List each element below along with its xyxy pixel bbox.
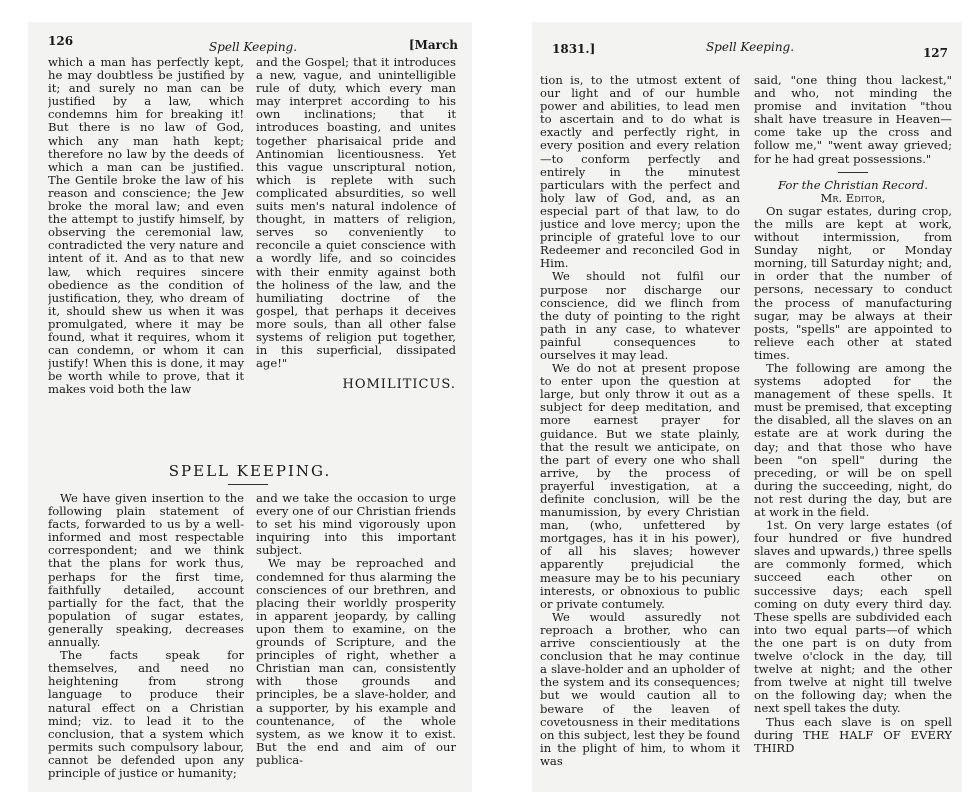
paragraph: On sugar estates, during crop, the mills are kept at work, without intermission, from Sunday night, or Monday morning, till Saturday night; and, in order that the number of persons, necessary to conduct the process of manufacturing sugar, may be always at their posts, "spells" are appointed to relieve each other at stated times. bbox=[754, 203, 952, 362]
paragraph: Thus each slave is on spell during THE HALF OF EVERY THIRD bbox=[754, 714, 952, 755]
running-title: Spell Keeping. bbox=[208, 40, 298, 54]
paragraph: We should not fulfil our purpose nor discharge our conscience, did we flinch from the duty of pointing to the right path in any case, to whatever painful consequences to ourselves it may lead. bbox=[540, 269, 740, 362]
left-page bbox=[28, 22, 472, 792]
left-column-1-lower bbox=[48, 492, 244, 784]
paragraph: We do not at present propose to enter upon the question at large, but only throw it out as a subject for deep meditation, and more earnest prayer for guidance. But we state plainly, that the result we anticipate, on the part of every one who shall arrive, by the process of prayerful investigation, at a definite conclusion, will be the manumission, by every Christian man, (who, unfettered by mortgages, has it in his power), of all his slaves; however apparently prejudicial the measure may be to his pecuniary interests, or obnoxious to public or private contumely. bbox=[540, 361, 740, 611]
letter-heading: For the Christian Record. bbox=[778, 177, 928, 192]
left-column-1 bbox=[48, 56, 244, 396]
body-text: and the Gospel; that it introduces a new, vague, and unintelligible rule of duty, which every man may interpret according to his own inclinations; that it introduces boasting, and unites together pharisaical pride and Antinomian licentiousness. Yet this vague unscriptural notion, which is replete with such complicated absurdities, so well suits men's natural indolence of thought, in matters of religion, serves so conveniently to reconcile a quiet conscience with a wordly life, and so coincides with their enmity against both the holiness of the law, and the humiliating doctrine of the gospel, that perhaps it deceives more souls, than all other false systems of religion put together, in this superficial, dissipated age!" bbox=[256, 56, 456, 371]
paragraph: We may be reproached and condemned for thus alarming the consciences of our brethren, and placing their worldly prosperity in apparent jeopardy, by calling upon them to examine, on the grounds of Scripture, and the principles of right, whether a Christian man can, consistently with those grounds and principles, be a slave-holder, and a supporter, by his example and countenance, of the whole system, as we know it to exist. But the end and aim of our publica- bbox=[256, 556, 456, 767]
running-title: Spell Keeping. bbox=[705, 40, 795, 54]
paragraph: The following are among the systems adopted for the management of these spells. It must be premised, that excepting the disabled, all the slaves on an estate are at work during the day; and that those who have been "on spell" during the preceding, or will be on spell during the succeeding, night, do not rest during the day, but are at work in the field. bbox=[754, 360, 952, 519]
left-column-2 bbox=[256, 56, 456, 436]
right-page-header bbox=[552, 34, 948, 60]
right-page bbox=[532, 22, 962, 792]
signature: HOMILITICUS. bbox=[342, 377, 456, 393]
gutter bbox=[472, 0, 532, 803]
paragraph: The facts speak for themselves, and need no heightening from strong language to produce their natural effect on a Christian mind; viz. to lead it to the conclusion, that a system which permits such compulsory labour, cannot be defended upon any principle of justice or humanity; bbox=[48, 648, 244, 780]
paragraph: tion is, to the utmost extent of our light and of our humble power and abilities, to lead men to ascertain and to do what is exactly and perfectly right, in every position and every relation—to conform perfectly and entirely in the minutest particulars with the perfect and holy law of God, and, as an especial part of that law, to do justice and love mercy; upon the principle of grateful love to our Redeemer and reconciled God in Him. bbox=[540, 74, 740, 271]
paragraph: We would assuredly not reproach a brother, who can arrive conscientiously at the conclusion that he may continue a slave-holder and an upholder of the system and its consequences; but we would caution all to beware of the leaven of covetousness in their meditations on this subject, lest they be found in the plight of him, to whom it was bbox=[540, 609, 740, 768]
body-text: which a man has perfectly kept, he may doubtless be justified by it; and surely no man can be justified by a law, which condemns him for breaking it! But there is no law of God, which any man hath kept; therefore no law by the deeds of which a man can be justified. The Gentile broke the law of his reason and conscience; the Jew broke the moral law; and even the attempt to justify himself, by observing the ceremonial law, contradicted the very nature and intent of it. And as to that new law, which requires sincere obedience as the condition of justification, they, who dream of it, should shew us when it was promulgated, where it may be found, what it requires, whom it can condemn, or whom it can justify! When this is done, it may be worth while to prove, that it makes void both the law bbox=[48, 56, 244, 396]
paragraph: 1st. On very large estates (of four hundred or five hundred slaves and upwards,) three spells are commonly formed, which succeed each other on successive days; each spell coming on duty every third day. These spells are subdivided each into two equal parts—of which the one part is on duty from twelve o'clock in the day, till twelve at night; and the other from twelve at night till twelve on the following day; when the next spell takes the duty. bbox=[754, 518, 952, 716]
title-rule bbox=[228, 484, 268, 485]
paragraph: said, "one thing thou lackest," and who, not minding the promise and invitation "thou shalt have treasure in Heaven—come take up the cross and follow me," "went away grieved; for he had great possessions." bbox=[754, 74, 952, 166]
page-date: [March bbox=[408, 38, 458, 52]
right-column-2 bbox=[754, 74, 952, 784]
page-number: 127 bbox=[922, 46, 948, 60]
separator-rule bbox=[838, 172, 868, 173]
left-page-header bbox=[48, 34, 458, 56]
left-column-2-lower bbox=[256, 492, 456, 784]
section-title: SPELL KEEPING. bbox=[168, 462, 332, 480]
page-date: 1831.] bbox=[552, 42, 596, 56]
right-column-1 bbox=[540, 74, 740, 784]
page-number: 126 bbox=[48, 34, 74, 48]
salutation: Mr. Editor, bbox=[820, 190, 886, 205]
paragraph: We have given insertion to the following plain statement of facts, forwarded to us by a well-informed and most respectable correspondent; and we think that the plans for work thus, perhaps for the first time, faithfully detailed, account partially for the fact, that the population of sugar estates, generally speaking, decreases annually. bbox=[48, 492, 244, 650]
paragraph: and we take the occasion to urge every one of our Christian friends to set his mind vigorously upon inquiring into this important subject. bbox=[256, 492, 456, 558]
